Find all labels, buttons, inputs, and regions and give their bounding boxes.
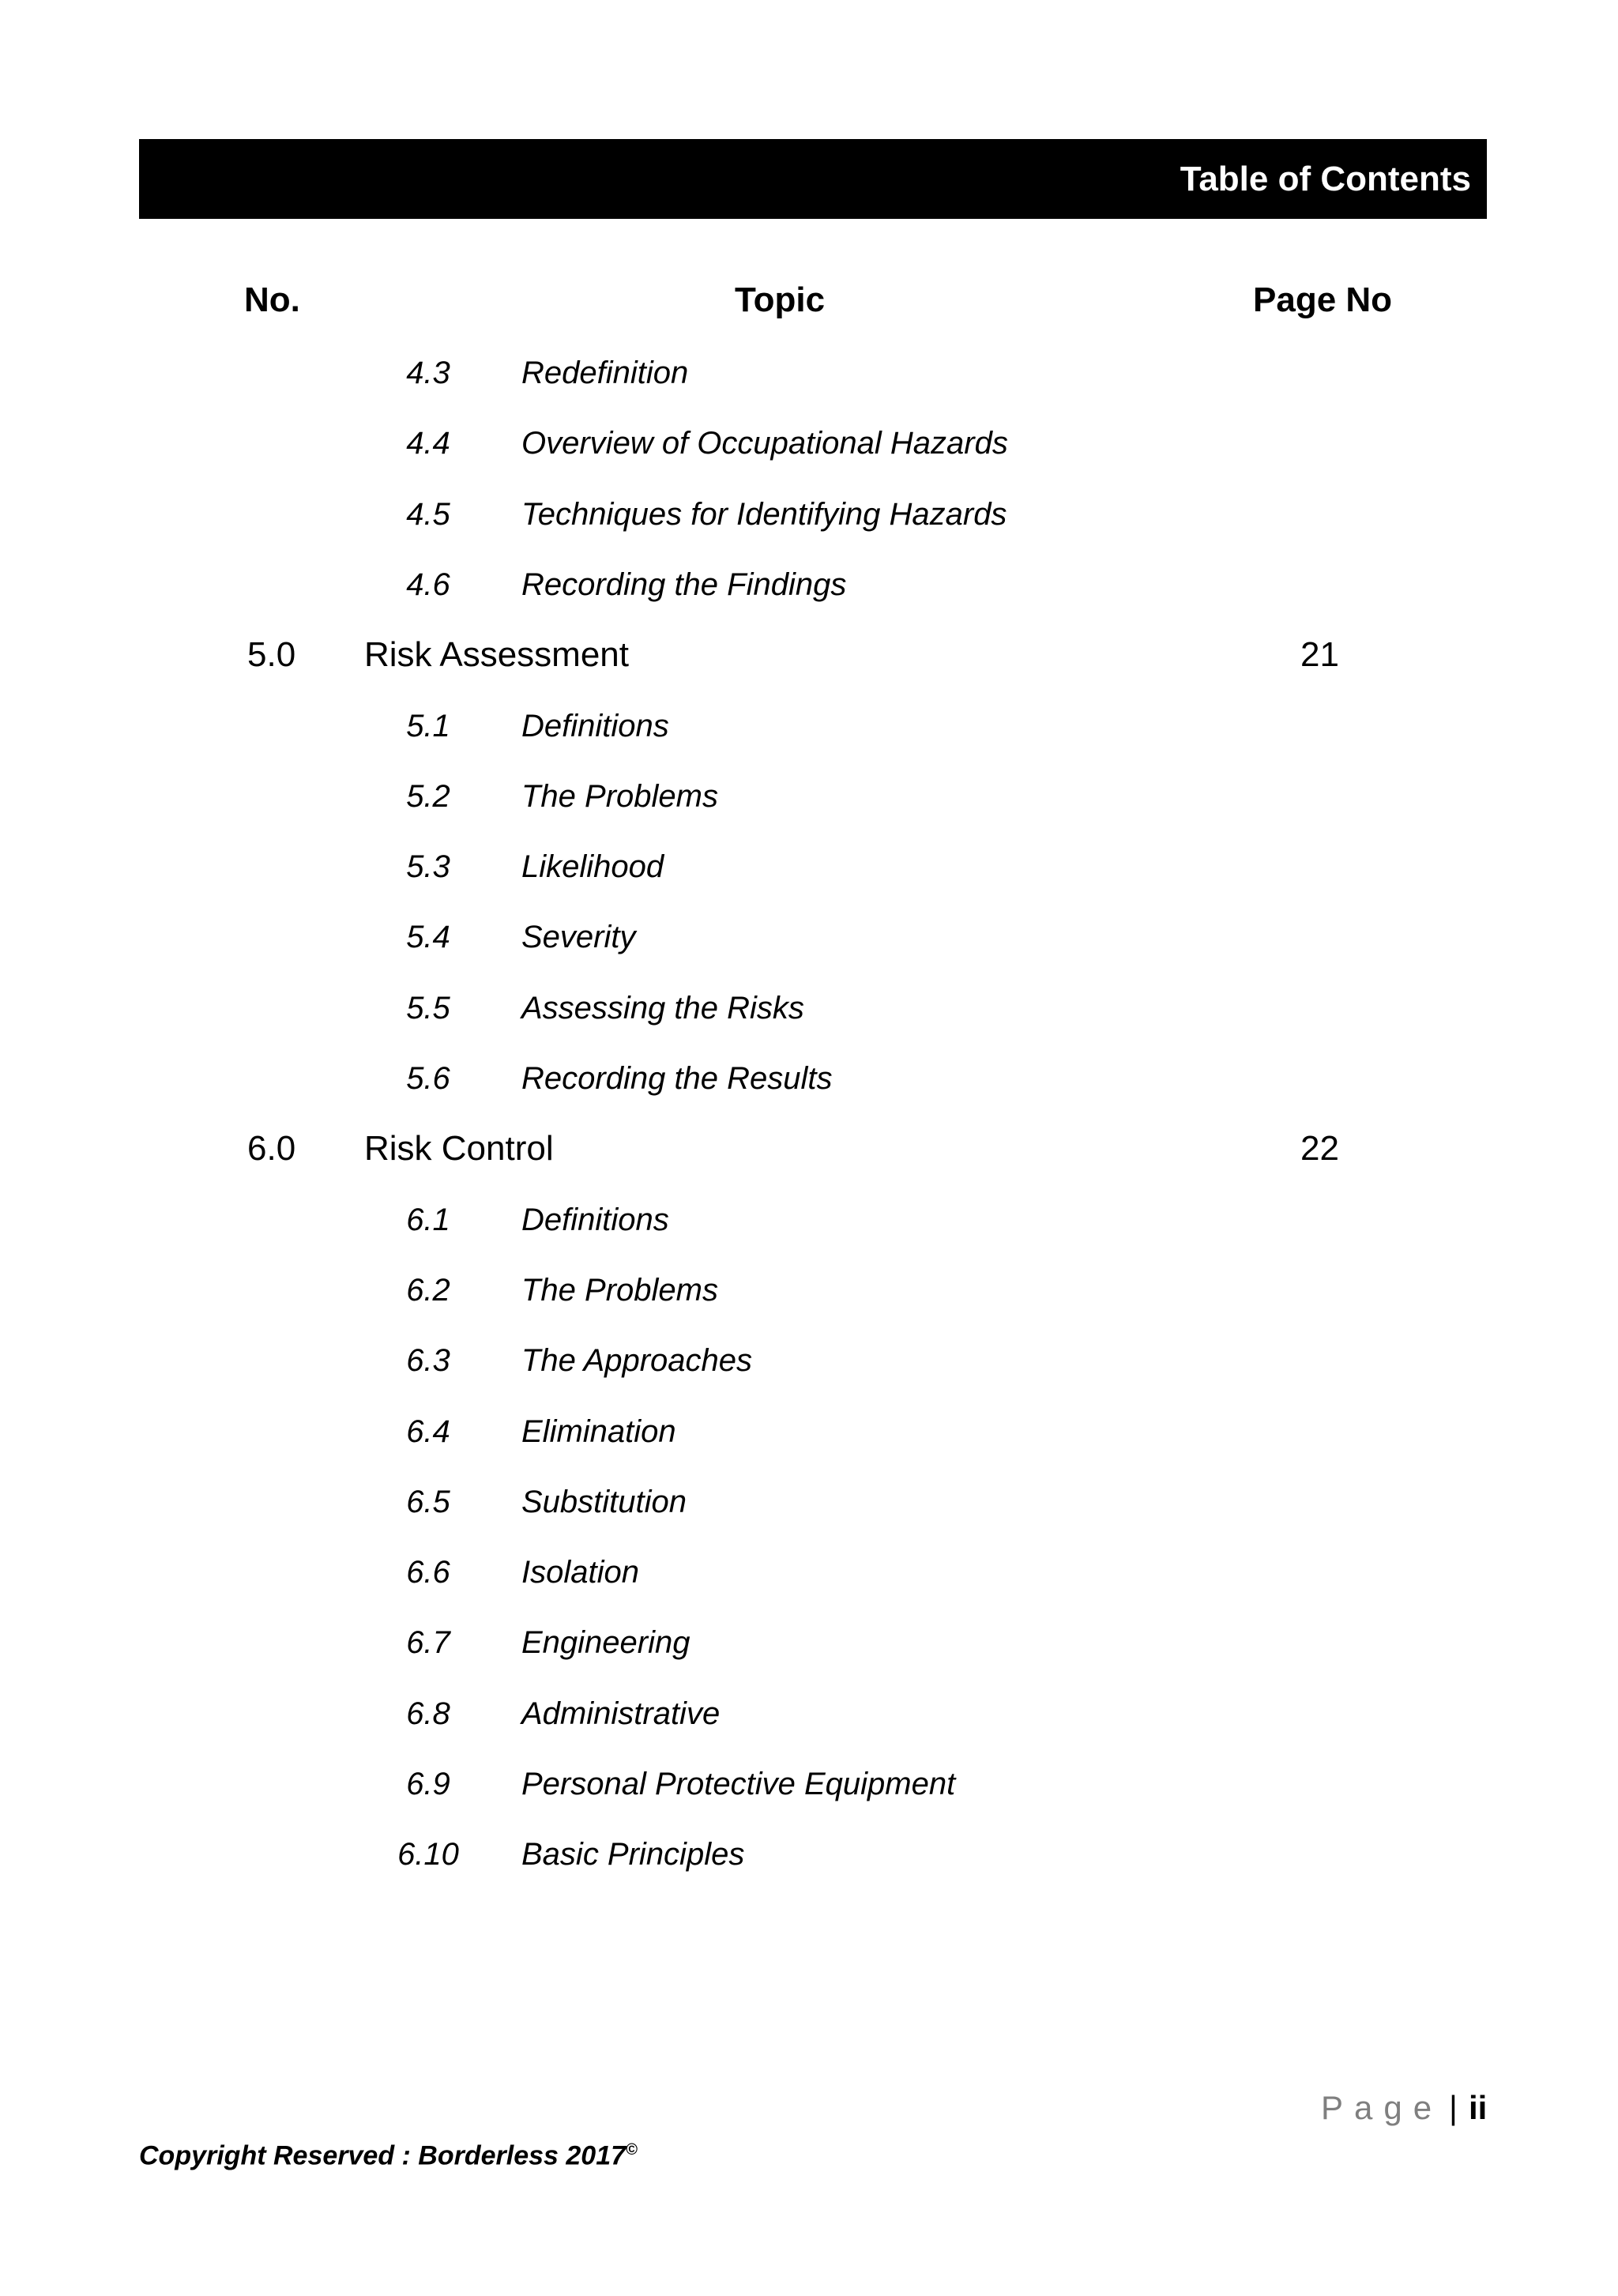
toc-number: 5.0 — [247, 635, 296, 674]
toc-title: Severity — [521, 920, 636, 954]
toc-number: 6.1 — [406, 1203, 450, 1237]
toc-title: The Problems — [521, 1273, 718, 1308]
toc-number: 5.3 — [406, 849, 450, 884]
toc-number: 6.4 — [406, 1414, 450, 1449]
toc-title: Risk Assessment — [364, 635, 629, 674]
toc-title: Basic Principles — [521, 1837, 745, 1872]
toc-number: 6.7 — [406, 1625, 450, 1660]
toc-title: Assessing the Risks — [521, 991, 804, 1026]
toc-title: Recording the Results — [521, 1061, 833, 1096]
toc-number: 4.4 — [406, 426, 450, 461]
toc-number: 6.5 — [406, 1485, 450, 1519]
toc-number: 5.2 — [406, 779, 450, 814]
toc-section-row — [0, 1125, 1618, 1172]
toc-subsection-row — [0, 1549, 1618, 1596]
toc-title: Overview of Occupational Hazards — [521, 426, 1008, 461]
toc-number: 6.6 — [406, 1555, 450, 1590]
column-header-no: No. — [244, 280, 300, 319]
toc-page-number: 21 — [1300, 635, 1339, 674]
toc-number: 6.0 — [247, 1129, 296, 1168]
toc-title: Administrative — [521, 1696, 721, 1731]
toc-subsection-row — [0, 773, 1618, 820]
toc-number: 5.6 — [406, 1061, 450, 1096]
toc-title: Elimination — [521, 1414, 676, 1449]
toc-title: The Problems — [521, 779, 718, 814]
toc-title: The Approaches — [521, 1343, 753, 1378]
toc-subsection-row — [0, 491, 1618, 538]
toc-subsection-row — [0, 561, 1618, 608]
toc-page-number: 22 — [1300, 1129, 1339, 1168]
toc-subsection-row — [0, 1619, 1618, 1666]
toc-subsection-row — [0, 1760, 1618, 1808]
toc-number: 4.5 — [406, 497, 450, 532]
toc-subsection-row — [0, 1337, 1618, 1384]
toc-title: Definitions — [521, 709, 669, 743]
toc-title: Risk Control — [364, 1129, 554, 1168]
toc-subsection-row — [0, 1690, 1618, 1737]
copyright-notice — [139, 2130, 638, 2175]
toc-title: Likelihood — [521, 849, 664, 884]
toc-title: Personal Protective Equipment — [521, 1767, 956, 1801]
column-header-topic: Topic — [735, 280, 826, 319]
toc-subsection-row — [0, 349, 1618, 397]
toc-title: Redefinition — [521, 356, 689, 390]
toc-title: Recording the Findings — [521, 567, 847, 602]
page-separator: | — [1449, 2089, 1458, 2126]
toc-subsection-row — [0, 420, 1618, 467]
toc-subsection-row — [0, 1267, 1618, 1314]
page-title: Table of Contents — [1180, 160, 1471, 198]
toc-subsection-row — [0, 1055, 1618, 1102]
toc-title: Techniques for Identifying Hazards — [521, 497, 1007, 532]
toc-subsection-row — [0, 913, 1618, 961]
toc-number: 5.1 — [406, 709, 450, 743]
page-label: Page — [1321, 2089, 1443, 2126]
toc-number: 4.6 — [406, 567, 450, 602]
page-number: ii — [1469, 2089, 1488, 2126]
column-header-page: Page No — [1253, 280, 1393, 319]
header-bar — [139, 139, 1487, 219]
toc-subsection-row — [0, 984, 1618, 1032]
copyright-mark: © — [626, 2141, 638, 2159]
toc-title: Engineering — [521, 1625, 690, 1660]
toc-number: 6.10 — [397, 1837, 459, 1872]
toc-title: Isolation — [521, 1555, 639, 1590]
copyright-text: Copyright Reserved : Borderless 2017 — [139, 2140, 627, 2171]
toc-number: 6.9 — [406, 1767, 450, 1801]
toc-number: 6.2 — [406, 1273, 450, 1308]
toc-title: Definitions — [521, 1203, 669, 1237]
toc-section-row — [0, 631, 1618, 679]
toc-number: 5.5 — [406, 991, 450, 1026]
toc-subsection-row — [0, 1478, 1618, 1526]
toc-number: 4.3 — [406, 356, 450, 390]
toc-subsection-row — [0, 702, 1618, 750]
toc-number: 5.4 — [406, 920, 450, 954]
toc-number: 6.3 — [406, 1343, 450, 1378]
toc-subsection-row — [0, 1408, 1618, 1455]
toc-subsection-row — [0, 1196, 1618, 1244]
toc-number: 6.8 — [406, 1696, 450, 1731]
toc-subsection-row — [0, 843, 1618, 890]
toc-subsection-row — [0, 1831, 1618, 1878]
toc-title: Substitution — [521, 1485, 687, 1519]
